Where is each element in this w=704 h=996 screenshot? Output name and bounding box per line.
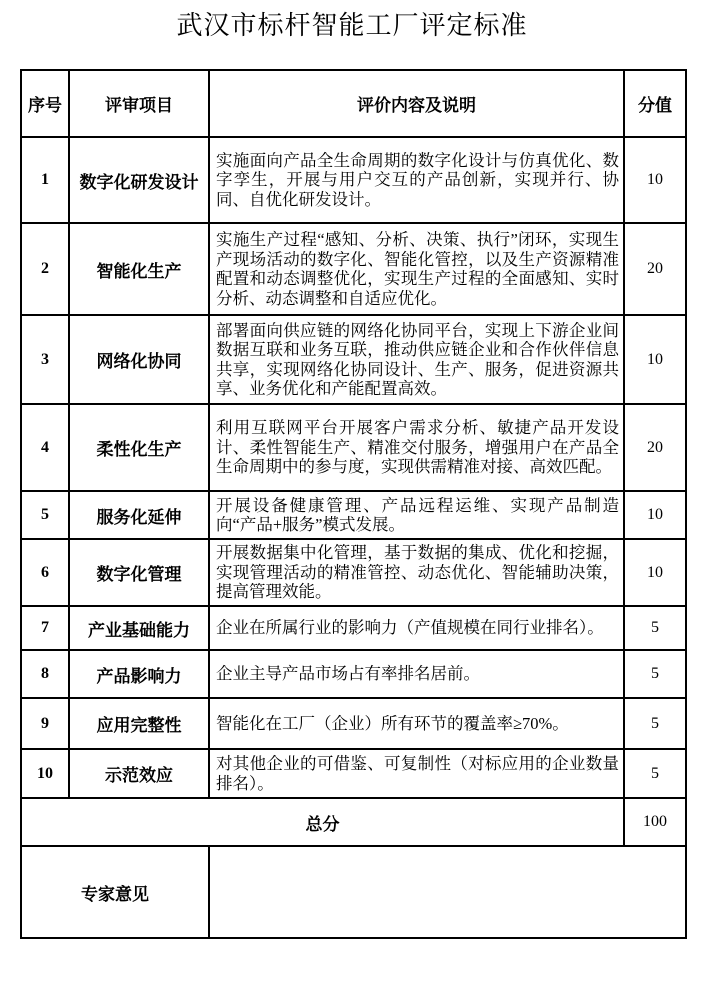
row-desc: 部署面向供应链的网络化协同平台，实现上下游企业间数据互联和业务互联，推动供应链企业和合作伙伴信息共享，实现网络化协同设计、生产、服务，促进资源共享、业务优化和产能配置高效。 — [209, 315, 624, 404]
evaluation-table — [20, 69, 687, 939]
row-desc: 利用互联网平台开展客户需求分析、敏捷产品开发设计、柔性智能生产、精准交付服务，增强用户在产品全生命周期中的参与度，实现供需精准对接、高效匹配。 — [209, 404, 624, 491]
row-score: 5 — [624, 749, 686, 798]
table-row — [21, 137, 686, 223]
table-row — [21, 404, 686, 491]
header-item: 评审项目 — [69, 70, 209, 137]
row-score: 5 — [624, 698, 686, 749]
row-desc: 企业在所属行业的影响力（产值规模在同行业排名）。 — [209, 606, 624, 650]
row-item: 数字化管理 — [69, 539, 209, 606]
row-item: 产业基础能力 — [69, 606, 209, 650]
page-title: 武汉市标杆智能工厂评定标准 — [176, 11, 528, 40]
table-row — [21, 539, 686, 606]
row-item: 产品影响力 — [69, 650, 209, 698]
row-desc: 开展数据集中化管理，基于数据的集成、优化和挖掘，实现管理活动的精准管控、动态优化、智能辅助决策，提高管理效能。 — [209, 539, 624, 606]
table-row — [21, 491, 686, 539]
row-score: 20 — [624, 404, 686, 491]
total-row — [21, 798, 686, 846]
table-row — [21, 223, 686, 315]
row-item: 示范效应 — [69, 749, 209, 798]
table-row — [21, 650, 686, 698]
row-item: 应用完整性 — [69, 698, 209, 749]
row-no: 5 — [21, 491, 69, 539]
header-no: 序号 — [21, 70, 69, 137]
row-no: 1 — [21, 137, 69, 223]
expert-opinion-row — [21, 846, 686, 938]
table-row — [21, 315, 686, 404]
row-desc: 对其他企业的可借鉴、可复制性（对标应用的企业数量排名）。 — [209, 749, 624, 798]
row-item: 智能化生产 — [69, 223, 209, 315]
expert-opinion-content — [209, 846, 686, 938]
row-desc: 实施面向产品全生命周期的数字化设计与仿真优化、数字孪生，开展与用户交互的产品创新，实现并行、协同、自优化研发设计。 — [209, 137, 624, 223]
row-no: 6 — [21, 539, 69, 606]
table-row — [21, 606, 686, 650]
row-score: 10 — [624, 491, 686, 539]
row-no: 4 — [21, 404, 69, 491]
row-no: 7 — [21, 606, 69, 650]
row-no: 10 — [21, 749, 69, 798]
total-score: 100 — [624, 798, 686, 846]
row-score: 20 — [624, 223, 686, 315]
row-desc: 开展设备健康管理、产品远程运维、实现产品制造向“产品+服务”模式发展。 — [209, 491, 624, 539]
table-header-row — [21, 70, 686, 137]
header-score: 分值 — [624, 70, 686, 137]
row-no: 2 — [21, 223, 69, 315]
row-desc: 企业主导产品市场占有率排名居前。 — [209, 650, 624, 698]
row-item: 服务化延伸 — [69, 491, 209, 539]
row-score: 10 — [624, 137, 686, 223]
header-desc: 评价内容及说明 — [209, 70, 624, 137]
row-desc: 实施生产过程“感知、分析、决策、执行”闭环，实现生产现场活动的数字化、智能化管控，以及生产资源精准配置和动态调整优化，实现生产过程的全面感知、实时分析、动态调整和自适应优化。 — [209, 223, 624, 315]
row-item: 柔性化生产 — [69, 404, 209, 491]
row-no: 3 — [21, 315, 69, 404]
row-score: 10 — [624, 539, 686, 606]
row-item: 网络化协同 — [69, 315, 209, 404]
row-score: 5 — [624, 650, 686, 698]
row-score: 5 — [624, 606, 686, 650]
row-score: 10 — [624, 315, 686, 404]
expert-opinion-label: 专家意见 — [21, 846, 209, 938]
table-row — [21, 749, 686, 798]
row-no: 8 — [21, 650, 69, 698]
row-desc: 智能化在工厂（企业）所有环节的覆盖率≥70%。 — [209, 698, 624, 749]
row-item: 数字化研发设计 — [69, 137, 209, 223]
total-label: 总分 — [21, 798, 624, 846]
row-no: 9 — [21, 698, 69, 749]
table-row — [21, 698, 686, 749]
